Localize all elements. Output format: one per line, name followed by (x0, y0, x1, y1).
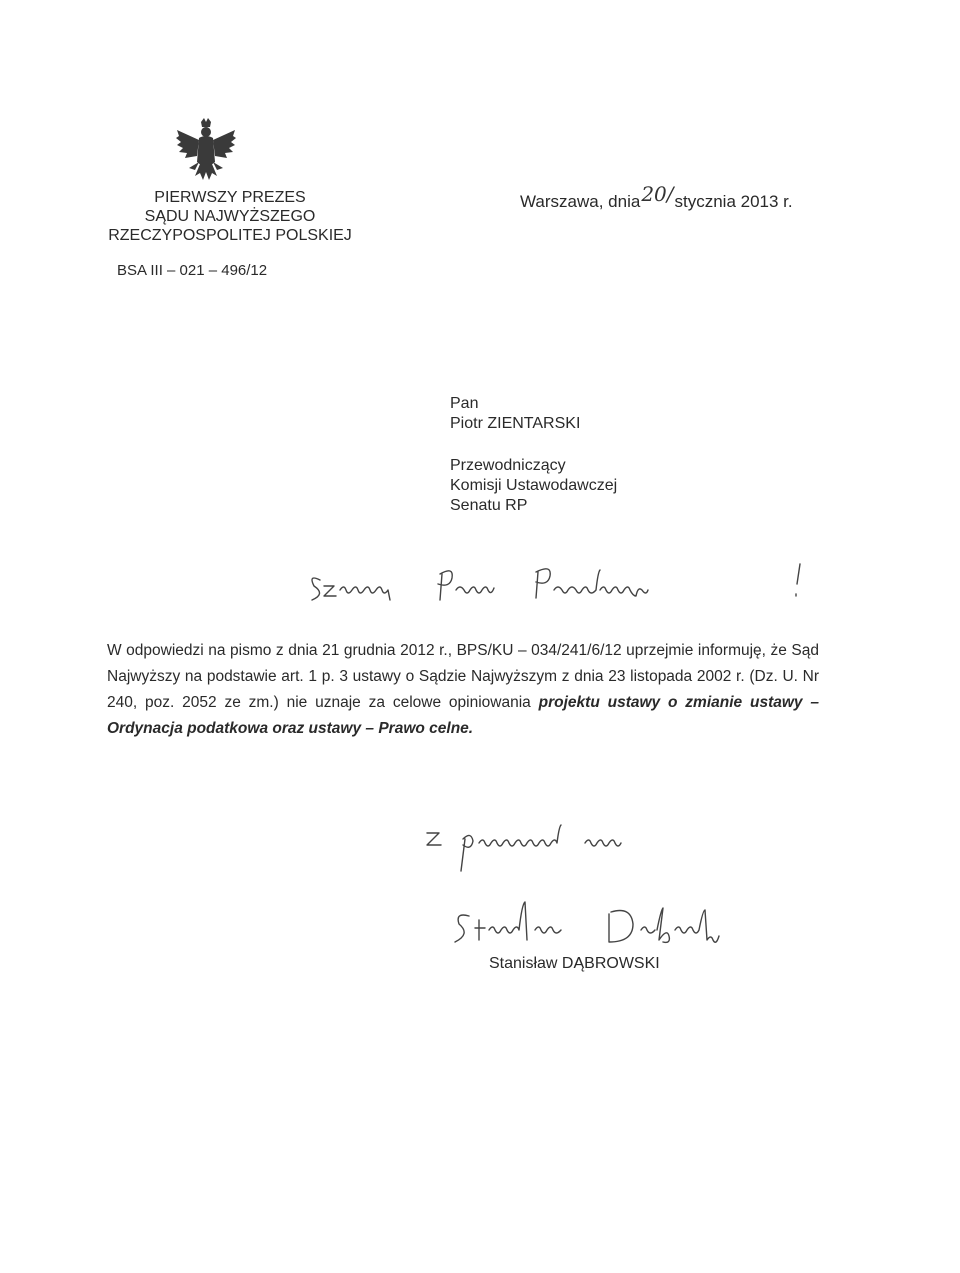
body-emphasis: projektu ustawy o zmianie ustawy – Ordynacja podatkowa oraz ustawy – Prawo celne. (107, 694, 819, 737)
polish-eagle-emblem-icon (175, 118, 237, 188)
recipient-role-2: Komisji Ustawodawczej (450, 477, 618, 494)
handwritten-salutation (300, 560, 820, 610)
recipient-role-3: Senatu RP (450, 497, 528, 514)
recipient-block (450, 394, 617, 516)
letter-body (107, 638, 819, 742)
issuer-line-1: PIERWSZY PREZES (154, 189, 306, 206)
issuer-line-3: RZECZYPOSPOLITEJ POLSKIEJ (108, 227, 352, 244)
handwritten-signature (445, 900, 865, 960)
date-line (520, 182, 793, 212)
body-text: W odpowiedzi na pismo z dnia 21 grudnia 2012 r., BPS/KU – 034/241/6/12 uprzejmie informuję, że Sąd Najwyższy na podstawie art. 1 p. 3 ustawy o Sądzie Najwyższym z dnia 23 listopada 2002 r. (Dz. U. Nr 240, poz. 2052 ze zm.) nie uznaje za celowe opiniowania (107, 642, 819, 711)
recipient-title: Pan (450, 395, 479, 412)
signatory-name: Stanisław DĄBROWSKI (489, 955, 660, 972)
date-day-handwritten: 20/ (641, 182, 674, 206)
date-suffix: stycznia 2013 r. (674, 192, 793, 211)
date-prefix: Warszawa, dnia (520, 192, 641, 211)
issuer-block (90, 188, 370, 245)
recipient-name: Piotr ZIENTARSKI (450, 415, 581, 432)
handwritten-closing (415, 815, 745, 875)
issuer-line-2: SĄDU NAJWYŻSZEGO (144, 208, 316, 225)
recipient-role-1: Przewodniczący (450, 457, 566, 474)
reference-number: BSA III – 021 – 496/12 (117, 262, 268, 279)
